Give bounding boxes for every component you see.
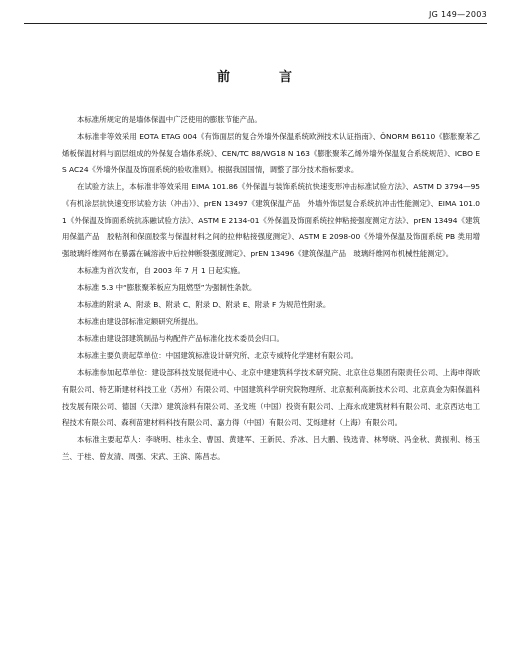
paragraph-effective-date: 本标准为首次发布，自 2003 年 7 月 1 日起实施。 [77, 265, 245, 275]
paragraph-main-drafter: 本标准主要负责起草单位：中国建筑标准设计研究所、北京专威特化学建材有限公司。 [77, 351, 358, 361]
paragraph-main-authors: 本标准主要起草人：李晓明、桂永全、曹国、黄建军、王新民、乔冰、吕大鹏、钱选青、林琴晓、冯金秋、黄振利、杨玉兰、于桂、曾友清、周强、宋武、王滨、陈昌志。 [62, 435, 480, 461]
header-rule [24, 23, 487, 24]
paragraph-mandatory-clause: 本标准 5.3 中“膨胀聚苯板应为阻燃型”为强制性条款。 [77, 282, 257, 292]
paragraph-test-methods: 在试验方法上，本标准非等效采用 EIMA 101.86《外保温与装饰系统抗快速变形冲击标准试验方法》、ASTM D 3794—95《有机涂层抗快速变形试验方法（冲击）》、prEN 13497《建筑保温产品 外墙外饰层复合系统抗冲击性能测定》、EIMA 101.01《外保温及饰面系统抗冻融试验方法》、ASTM E 2134-01《外保温及饰面系统拉伸粘接强度测定方法》、prEN 13494《建筑用保温产品 胶粘剂和保面胶浆与保温材料之间的拉伸粘接强度测定》、ASTM E 2098-00《外墙外保温及饰面系统 PB 类用增强玻璃纤维网布在暴露在碱溶液中后拉伸断裂强度测定》、prEN 13496《建筑保温产品 玻璃纤维网布机械性能测定》。 [62, 182, 480, 258]
body-text [62, 112, 480, 466]
paragraph-adopted-standards: 本标准非等效采用 EOTA ETAG 004《有饰面层的复合外墙外保温系统欧洲技术认证指南》、ÖNORM B6110《膨胀聚苯乙烯板保温材料与面层组成的外保复合墙体系统》、CEN/TC 88/WG18 N 163《膨胀聚苯乙烯外墙外保温复合系统规范》、ICBO ES AC24《外墙外保温及饰面系统的验收准则》。根据我国国情，调整了部分技术指标要求。 [62, 132, 480, 175]
paragraph-participating-drafters: 本标准参加起草单位：建设部科技发展促进中心、北京中建建筑科学技术研究院、北京住总集团有限责任公司、上海申得欧有限公司、特艺斯建材科技工业（苏州）有限公司、中国建筑科学研究院物理所、北京振利高新技术公司、北京真金为阳保温科技发展有限公司、德国（天津）建筑涂料有限公司、圣戈班（中国）投资有限公司、上海永成建筑材料有限公司、北京西达电工程技术有限公司、森利苗建材料科技有限公司、嘉力得（中国）有限公司、艾烁建材（上海）有限公司。 [62, 368, 480, 428]
paragraph-administered-by: 本标准由建设部建筑制品与构配件产品标准化技术委员会归口。 [77, 334, 284, 344]
paragraph-proposed-by: 本标准由建设部标准定额研究所提出。 [77, 317, 203, 327]
standard-code: JG 149—2003 [428, 10, 487, 19]
page-title: 前 言 [216, 70, 310, 85]
paragraph-scope: 本标准所规定的是墙体保温中广泛使用的膨胀节能产品。 [77, 115, 262, 124]
paragraph-appendices: 本标准的附录 A、附录 B、附录 C、附录 D、附录 E、附录 F 为规范性附录。 [77, 300, 331, 310]
